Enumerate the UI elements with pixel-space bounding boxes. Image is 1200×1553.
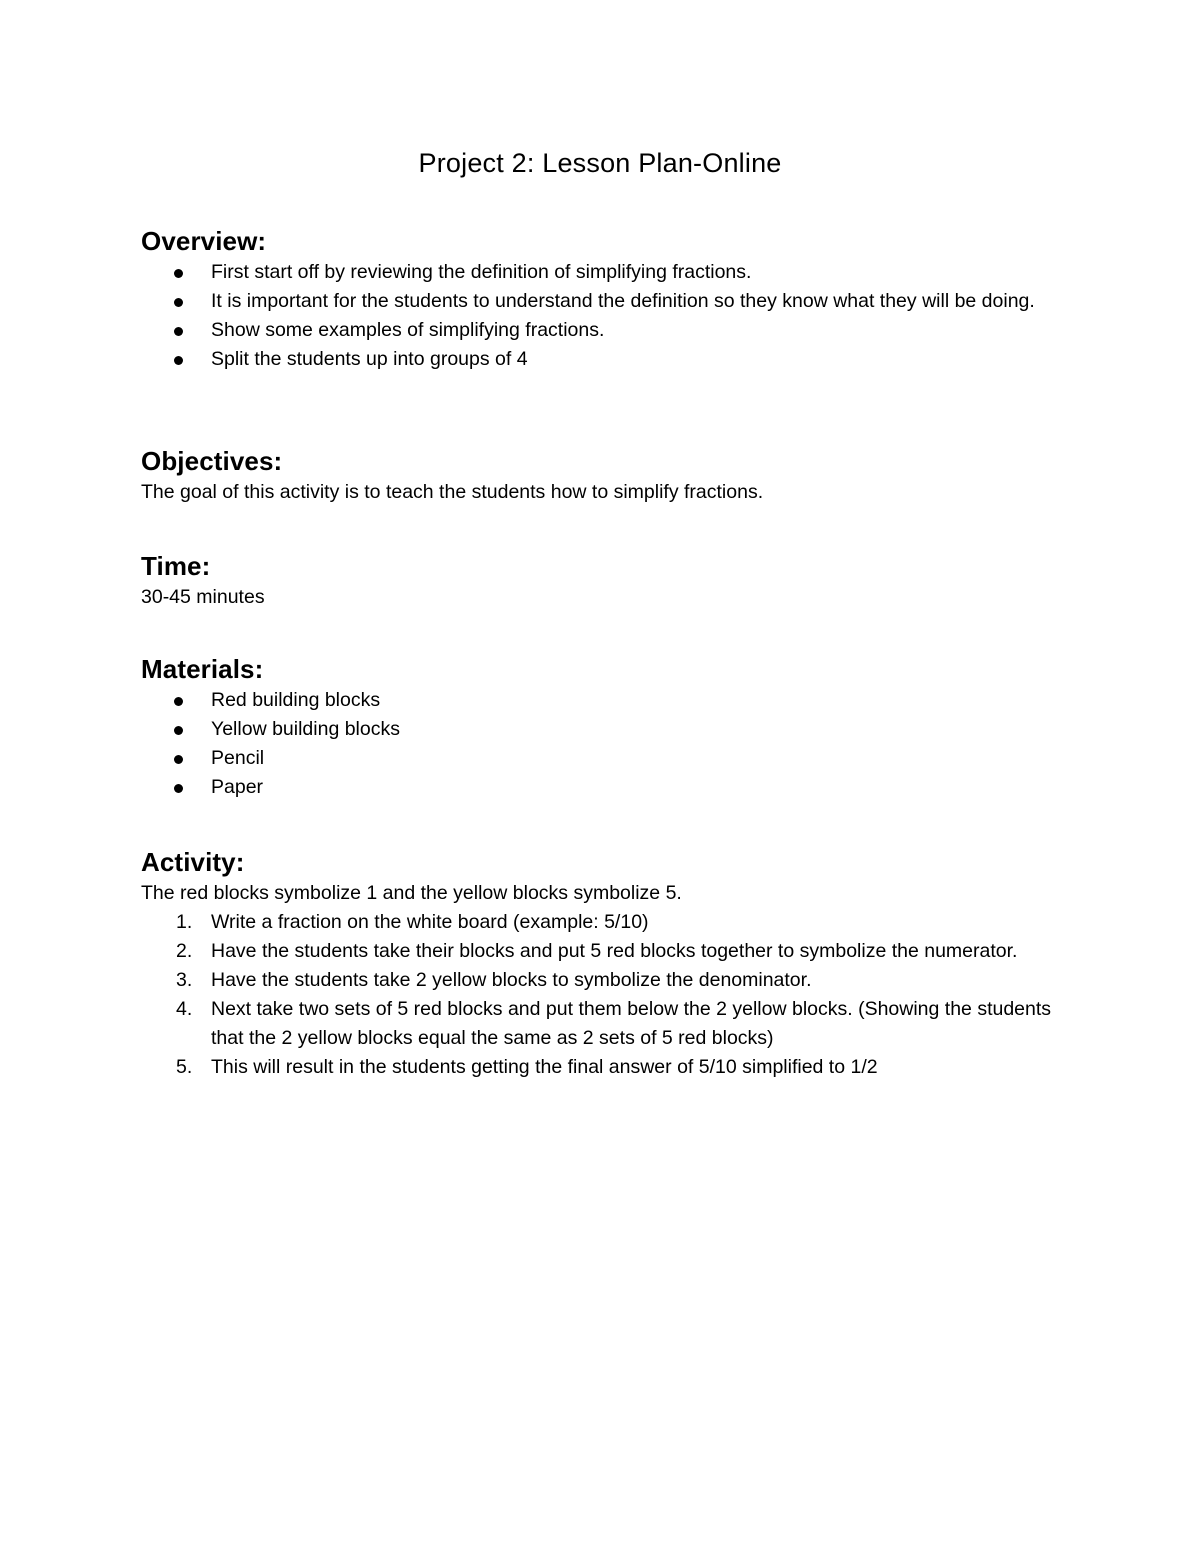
list-item <box>141 316 1061 345</box>
list-item <box>141 908 1061 937</box>
bullet-icon <box>174 697 183 706</box>
list-item-text: It is important for the students to understand the definition so they know what they will be doing. <box>211 290 1035 312</box>
list-item <box>141 287 1061 316</box>
list-item-text: Yellow building blocks <box>211 718 400 740</box>
step-text: Have the students take 2 yellow blocks to symbolize the denominator. <box>211 969 812 991</box>
overview-section <box>141 224 1071 374</box>
materials-list <box>141 686 1071 802</box>
step-number: 2. <box>176 940 193 962</box>
bullet-icon <box>174 327 183 336</box>
time-section <box>141 549 1071 612</box>
list-item-text: Red building blocks <box>211 689 381 711</box>
list-item-text: First start off by reviewing the definition of simplifying fractions. <box>211 261 752 283</box>
bullet-icon <box>174 784 183 793</box>
list-item <box>141 258 1061 287</box>
bullet-icon <box>174 298 183 307</box>
step-text: Have the students take their blocks and put 5 red blocks together to symbolize the numerator. <box>211 940 1018 962</box>
list-item-text: Split the students up into groups of 4 <box>211 348 528 370</box>
list-item-text: Paper <box>211 776 264 798</box>
list-item <box>141 995 1061 1053</box>
list-item <box>141 773 1061 802</box>
bullet-icon <box>174 726 183 735</box>
list-item <box>141 686 1061 715</box>
list-item-text: Pencil <box>211 747 265 769</box>
bullet-icon <box>174 755 183 764</box>
objectives-text: The goal of this activity is to teach the students how to simplify fractions. <box>141 481 764 503</box>
step-number: 1. <box>176 911 193 933</box>
step-number: 3. <box>176 969 193 991</box>
activity-section <box>141 845 1071 1082</box>
step-text: Next take two sets of 5 red blocks and put them below the 2 yellow blocks. (Showing the students that the 2 yellow blocks equal the same as 2 sets of 5 red blocks) <box>211 998 1052 1049</box>
list-item <box>141 1053 1061 1082</box>
overview-list <box>141 258 1071 374</box>
list-item <box>141 937 1061 966</box>
materials-section <box>141 652 1071 802</box>
objectives-section <box>141 444 1071 507</box>
time-heading: Time: <box>141 551 211 581</box>
step-text: Write a fraction on the white board (example: 5/10) <box>211 911 649 933</box>
list-item <box>141 966 1061 995</box>
bullet-icon <box>174 356 183 365</box>
document-title: Project 2: Lesson Plan-Online <box>418 148 782 178</box>
bullet-icon <box>174 269 183 278</box>
list-item <box>141 744 1061 773</box>
objectives-heading: Objectives: <box>141 446 283 476</box>
activity-intro: The red blocks symbolize 1 and the yellow blocks symbolize 5. <box>141 882 682 904</box>
step-number: 4. <box>176 998 193 1020</box>
list-item-text: Show some examples of simplifying fractions. <box>211 319 605 341</box>
materials-heading: Materials: <box>141 654 264 684</box>
step-text: This will result in the students getting the final answer of 5/10 simplified to 1/2 <box>211 1056 878 1078</box>
activity-heading: Activity: <box>141 847 245 877</box>
activity-steps <box>141 908 1071 1082</box>
step-number: 5. <box>176 1056 193 1078</box>
list-item <box>141 715 1061 744</box>
overview-heading: Overview: <box>141 226 267 256</box>
time-text: 30-45 minutes <box>141 586 265 608</box>
list-item <box>141 345 1061 374</box>
